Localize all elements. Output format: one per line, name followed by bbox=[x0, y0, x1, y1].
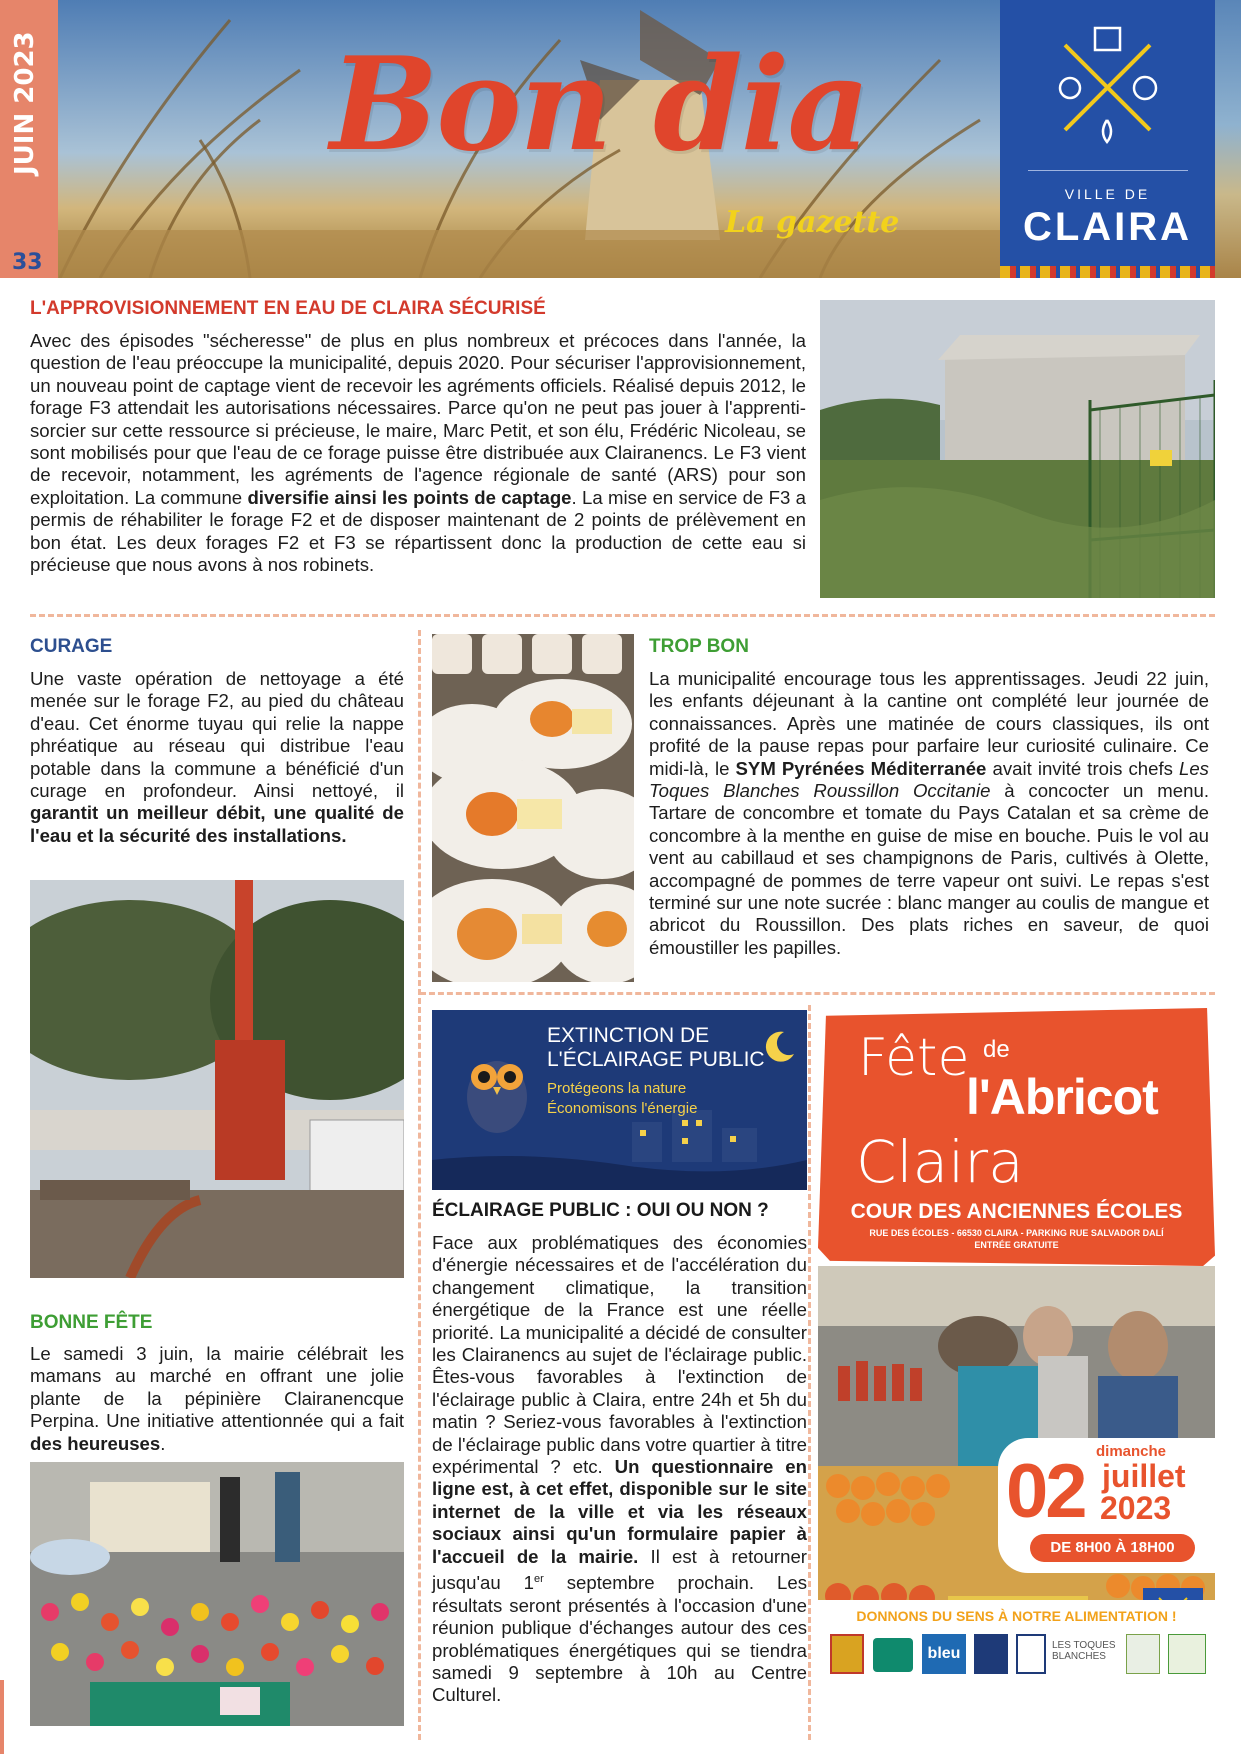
eclairage-text: Face aux problématiques des économies d'énergie nécessaires et de l'accélération du changement climatique, la transition énergétique de la France est une réelle priorité. La municipalité a décidé de consulter les Clairanencs au sujet de l'éclairage public. Êtes-vous favorables à l'extinction de l'éclairage public à Claira, entre 24h et 5h du matin ? Seriez-vous favorables à l'extinction de l'éclairage public dans votre quartier à titre expérimental ? etc. bbox=[432, 1232, 807, 1478]
market-flowers-photo bbox=[30, 1462, 404, 1726]
brand-claira: CLAIRA bbox=[1022, 205, 1193, 249]
trop-bon-text-3: à concocter un menu. Tartare de concombre et tomate du Pays Catalan et sa crème de concombre à la menthe en guise de mise en bouche. Puis le vol au vent au cabillaud et ses champignons de Paris, cultivés à Olette, accompagné de pommes de terre vapeur ont suivi. Le repas s'est terminé sur une note sucrée : blanc manger au coulis de mangue et abricot du Roussillon. Des plats riches en saveur, de quoi émoustiller les papilles. bbox=[649, 780, 1209, 958]
banner-line1: EXTINCTION DE bbox=[547, 1024, 710, 1047]
bonne-fete-text-2: . bbox=[160, 1432, 166, 1454]
pumping-station-photo bbox=[820, 300, 1215, 598]
poster-day: 02 bbox=[1006, 1449, 1085, 1534]
section-divider-2 bbox=[420, 992, 1215, 995]
poster-abricot: l'Abricot bbox=[966, 1069, 1158, 1125]
water-text: Avec des épisodes "sécheresse" de plus en plus nombreux et précoces dans l'année, la question de l'eau préoccupe la municipalité, depuis 2020. Pour sécuriser l'approvisionnement, un nouveau point de captage vient de recevoir les agréments officiels. Réalisé depuis 2012, le forage F3 attendait les autorisations nécessaires. Parce qu'on ne peut pas jouer à l'apprenti-sorcier sur cette ressource si précieuse, le maire, Marc Petit, et son élu, Frédéric Nicoleau, se sont mobilisés pour que l'eau de ce forage puisse être distribuée aux Clairanencs. Le F3 vient de recevoir, notamment, les agréments de l'agence régionale de santé (ARS) pour son exploitation. La commune bbox=[30, 330, 806, 508]
trop-bon-heading: TROP BON bbox=[649, 636, 749, 657]
water-body bbox=[30, 330, 806, 576]
poster-month: juillet bbox=[1102, 1458, 1186, 1494]
poster-day-name: dimanche bbox=[1096, 1443, 1167, 1460]
page-number: 33 bbox=[12, 250, 43, 275]
magazine-subtitle: La gazette bbox=[725, 205, 900, 240]
bonne-fete-body bbox=[30, 1343, 404, 1455]
poster-de: de bbox=[983, 1036, 1010, 1063]
eclairage-heading: ÉCLAIRAGE PUBLIC : OUI OU NON ? bbox=[432, 1200, 769, 1221]
poster-hours: DE 8H00 À 18H00 bbox=[1030, 1534, 1195, 1562]
poster-entry: ENTRÉE GRATUITE bbox=[974, 1240, 1059, 1250]
eclairage-text-2: Il est à retourner jusqu'au 1 bbox=[432, 1545, 807, 1594]
trop-bon-text: La municipalité encourage tous les apprentissages. Jeudi 22 juin, les enfants déjeunant à la cantine ont complété leur journée de connaissances. Après une matinée de cours classiques, ils ont profité de la pause repas pour parfaire leur curiosité culinaire. Ce midi-là, le bbox=[649, 668, 1209, 779]
moon-icon bbox=[762, 1030, 796, 1064]
poster-claira: Claira bbox=[856, 1128, 1024, 1196]
masthead bbox=[0, 0, 1241, 278]
magazine-title: Bon dia bbox=[330, 30, 869, 180]
drilling-rig-photo bbox=[30, 880, 404, 1278]
column-divider-2 bbox=[808, 1005, 811, 1740]
partner-logo-bleu: bleu bbox=[922, 1634, 966, 1674]
fete-abricot-poster bbox=[818, 1008, 1215, 1748]
poster-year: 2023 bbox=[1100, 1490, 1172, 1526]
eclairage-banner bbox=[432, 1010, 807, 1190]
curage-text: Une vaste opération de nettoyage a été menée sur le forage F2, au pied du château d'eau. Cet énorme tuyau qui relie la nappe phréatique au réseau qui distribue l'eau potable dans la commune a bénéficié d'un curage en profondeur. Ainsi nettoyé, il bbox=[30, 668, 404, 802]
bonne-fete-heading: BONNE FÊTE bbox=[30, 1312, 153, 1333]
partner-logo-sym bbox=[974, 1634, 1008, 1674]
poster-address: RUE DES ÉCOLES - 66530 CLAIRA - PARKING RUE SALVADOR DALÍ bbox=[869, 1228, 1164, 1238]
column-divider bbox=[418, 630, 421, 1740]
trop-bon-italic: Les Toques Blanches Roussillon Occitanie bbox=[649, 757, 1209, 802]
curage-body bbox=[30, 668, 404, 847]
owl-icon bbox=[462, 1045, 532, 1135]
trop-bon-bold: SYM Pyrénées Méditerranée bbox=[735, 757, 987, 779]
curage-bold: garantit un meilleur débit, une qualité de l'eau et la sécurité des installations. bbox=[30, 802, 404, 846]
partner-logo-region bbox=[830, 1634, 864, 1674]
curage-heading: CURAGE bbox=[30, 636, 113, 657]
eclairage-bold: Un questionnaire en ligne est, à cet effet, disponible sur le site internet de la ville et via les réseaux sociaux ainsi qu'un formulaire papier à l'accueil de la mairie. bbox=[432, 1456, 808, 1567]
brand-ville-de: VILLE DE bbox=[1064, 186, 1151, 202]
bonne-fete-bold: des heureuses bbox=[30, 1432, 161, 1454]
trop-bon-text-2: avait invité trois chefs bbox=[986, 757, 1179, 779]
partner-logo-chambre bbox=[1168, 1634, 1206, 1674]
partner-logo-marches bbox=[1126, 1634, 1160, 1674]
issue-month bbox=[10, 135, 40, 175]
poster-slogan: DONNONS DU SENS À NOTRE ALIMENTATION ! bbox=[856, 1608, 1177, 1624]
catalan-stripe bbox=[1000, 266, 1215, 278]
bonne-fete-text: Le samedi 3 juin, la mairie célébrait les mamans au marché en offrant une jolie plante de la pépinière Clairanencque Perpina. Une initiative attentionnée qui a fait bbox=[30, 1343, 404, 1432]
banner-line2: L'ÉCLAIRAGE PUBLIC bbox=[547, 1048, 765, 1071]
partner-toques bbox=[1052, 1640, 1116, 1662]
eclairage-body bbox=[432, 1232, 807, 1707]
partner-toques-1: LES TOQUES bbox=[1052, 1640, 1116, 1651]
logo-divider bbox=[1028, 170, 1188, 171]
banner-sub1: Protégeons la nature bbox=[547, 1080, 687, 1097]
section-divider bbox=[30, 614, 1215, 617]
cantine-food-photo bbox=[432, 634, 634, 982]
water-text-2: . La mise en service de F3 a permis de réhabiliter le forage F2 et de disposer maintenant de 2 points de prélèvement en bon état. Les deux forages F2 et F3 se répartissent donc la production de cette eau si précieuse que nous avons à nos robinets. bbox=[30, 486, 806, 576]
partner-logo-lt bbox=[1016, 1634, 1046, 1674]
partner-toques-2: BLANCHES bbox=[1052, 1651, 1106, 1662]
water-heading: L'APPROVISIONNEMENT EN EAU DE CLAIRA SÉCURISÉ bbox=[30, 298, 546, 319]
poster-venue: COUR DES ANCIENNES ÉCOLES bbox=[850, 1200, 1183, 1223]
margin-mark bbox=[0, 1680, 4, 1754]
eclairage-text-3: septembre prochain. Les résultats seront présentés à l'occasion d'une réunion publique d'échanges autour des ces problématiques énergétiques qui se tiendra samedi 9 septembre à 10h au Centre Culturel. bbox=[432, 1572, 807, 1706]
banner-sub2: Économisons l'énergie bbox=[547, 1100, 698, 1117]
poster-fete: Fête bbox=[858, 1028, 970, 1088]
partner-logo-bank bbox=[873, 1638, 913, 1672]
eclairage-sup: er bbox=[534, 1573, 544, 1586]
water-bold: diversifie ainsi les points de captage bbox=[247, 486, 572, 508]
town-crest-icon bbox=[1040, 20, 1175, 155]
trop-bon-body bbox=[649, 668, 1209, 959]
